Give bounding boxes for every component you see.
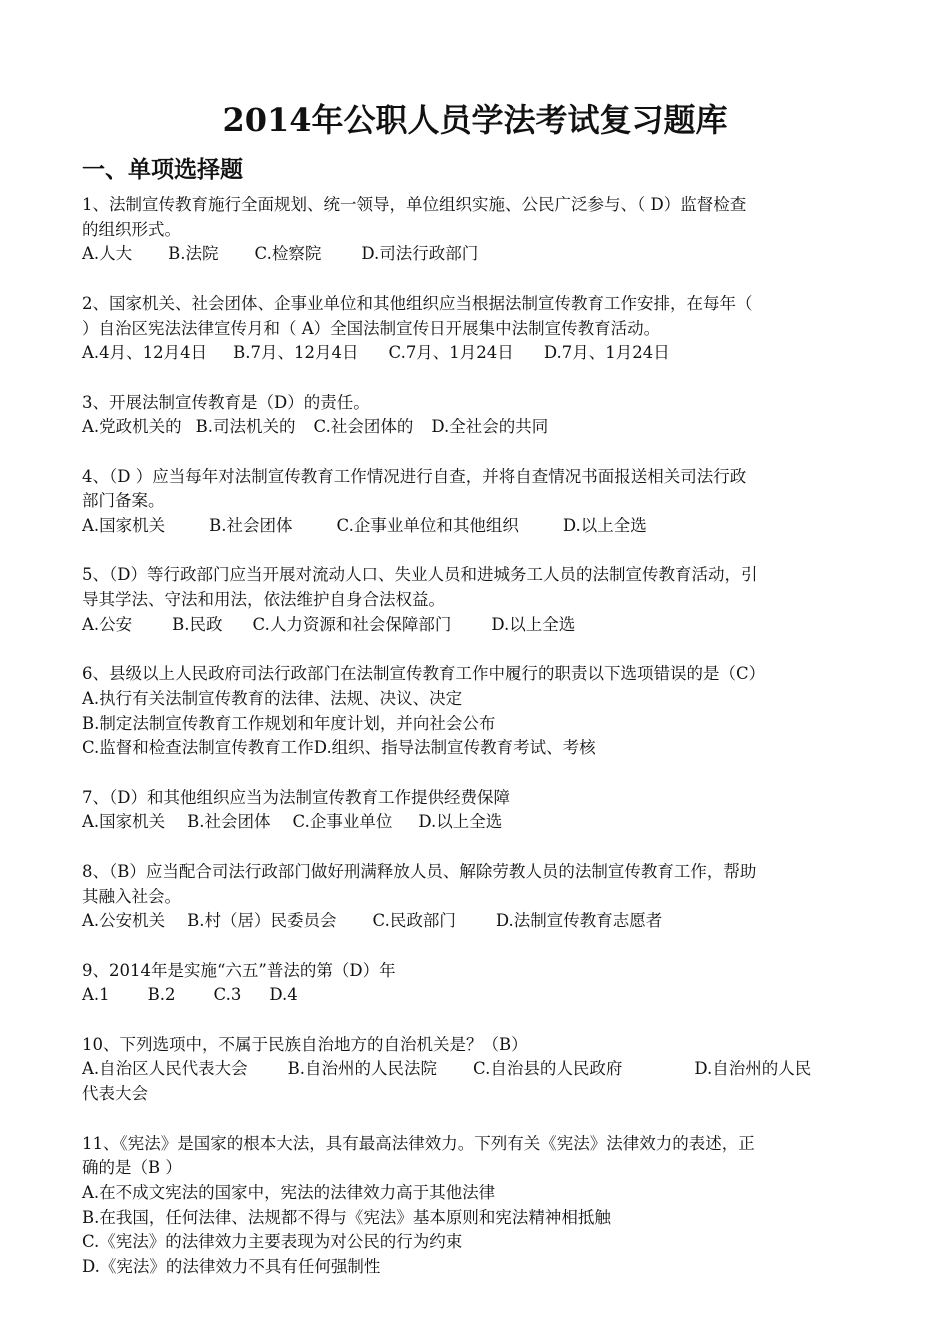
question-3 [82,391,872,440]
option-d: D.7月、1月24日 [543,343,670,363]
option-c: C.社会团体的 [313,417,414,437]
question-stem-line: 10、下列选项中，不属于民族自治地方的自治机关是？（B） [82,1034,528,1054]
option-c: C.企事业单位 [292,812,393,832]
option-row [82,613,872,638]
option-c: C.人力资源和社会保障部门 [252,614,452,634]
question-9 [82,959,872,1008]
option-row [82,415,872,440]
option-row [82,909,872,934]
option-a: A.国家机关 [82,812,166,832]
question-2 [82,292,872,366]
option-a: A.1 [82,985,110,1005]
option-a: A.党政机关的 [82,417,182,437]
option-c: C.监督和检查法制宣传教育工作 [82,738,314,758]
option-d: D.法制宣传教育志愿者 [495,911,663,931]
option-row [82,1057,872,1082]
option-row [82,341,872,366]
option-row [82,810,872,835]
option-c: C.3 [213,985,242,1005]
option-a: A.在不成文宪法的国家中，宪法的法律效力高于其他法律 [82,1182,496,1202]
option-row [82,242,872,267]
question-4 [82,465,872,539]
option-a: A.公安 [82,614,133,634]
option-a: A.人大 [82,244,133,264]
option-c: C.企事业单位和其他组织 [336,516,519,536]
option-row [82,736,872,761]
question-stem-line: 5、（D）等行政部门应当开展对流动人口、失业人员和进城务工人员的法制宣传教育活动，引 [82,565,758,585]
question-stem-line: 9、2014年是实施“六五”普法的第（D）年 [82,960,396,980]
option-row [82,687,872,712]
option-b: B.民政 [172,614,223,634]
option-row [82,1230,872,1255]
option-b: B.自治州的人民法院 [287,1059,438,1079]
question-stem-line: 1、法制宣传教育施行全面规划、统一领导，单位组织实施、公民广泛参与、（ D）监督检查 [82,195,747,214]
question-stem-line: 导其学法、守法和用法，依法维护自身合法权益。 [82,590,445,610]
option-c: C.民政部门 [372,911,456,931]
option-d: D.《宪法》的法律效力不具有任何强制性 [82,1257,381,1277]
question-7 [82,786,872,835]
option-b: B.社会团体 [209,516,293,536]
question-stem-line: 的组织形式。 [82,219,181,239]
option-d: 代表大会 [82,1084,148,1104]
question-stem-line: 部门备案。 [82,491,165,511]
option-row [82,514,872,539]
option-b: B.在我国，任何法律、法规都不得与《宪法》基本原则和宪法精神相抵触 [82,1207,611,1227]
question-stem-line: 11、《宪法》是国家的根本大法，具有最高法律效力。下列有关《宪法》法律效力的表述，正 [82,1133,755,1153]
question-stem-line: 7、（D）和其他组织应当为法制宣传教育工作提供经费保障 [82,787,510,807]
question-stem-line: 其融入社会。 [82,886,181,906]
option-c: C.7月、1月24日 [388,343,514,363]
option-d: D.4 [269,985,298,1005]
option-row [82,1181,872,1206]
question-11 [82,1132,872,1280]
question-stem-line: 2、国家机关、社会团体、企事业单位和其他组织应当根据法制宣传教育工作安排，在每年（ [82,293,753,313]
option-d: D.全社会的共同 [431,417,549,437]
question-stem-line: ）自治区宪法法律宣传月和（ A）全国法制宣传日开展集中法制宣传教育活动。 [82,318,661,338]
question-stem-line: 8、（B）应当配合司法行政部门做好刑满释放人员、解除劳教人员的法制宣传教育工作，帮助 [82,861,757,881]
question-8 [82,860,872,934]
option-row [82,1082,872,1107]
option-a: A.4月、12月4日 [82,343,208,363]
option-a: A.国家机关 [82,516,166,536]
option-row [82,1255,872,1280]
section-heading: 一、单项选择题 [82,156,243,183]
question-stem-line: 确的是（B ） [82,1158,182,1178]
question-10 [82,1033,872,1107]
question-stem-line: 6、县级以上人民政府司法行政部门在法制宣传教育工作中履行的职责以下选项错误的是（C） [82,664,766,684]
question-stem-line: 4、（D ）应当每年对法制宣传教育工作情况进行自查，并将自查情况书面报送相关司法行政 [82,466,747,486]
option-d: D.以上全选 [562,516,647,536]
option-a: A.公安机关 [82,911,166,931]
option-b: B.村（居）民委员会 [187,911,337,931]
option-b: B.7月、12月4日 [233,343,359,363]
option-row [82,712,872,737]
question-list [82,193,872,1304]
option-b: B.法院 [168,244,219,264]
option-d: D.以上全选 [491,614,576,634]
option-b: B.2 [147,985,176,1005]
question-5 [82,563,872,637]
question-stem-line: 3、开展法制宣传教育是（D）的责任。 [82,392,370,412]
option-d: D.以上全选 [418,812,503,832]
question-1 [82,193,872,267]
option-d: D.自治州的人民 [694,1059,812,1079]
option-a: A.执行有关法制宣传教育的法律、法规、决议、决定 [82,688,463,708]
option-b: B.制定法制宣传教育工作规划和年度计划，并向社会公布 [82,713,496,733]
option-row [82,1206,872,1231]
option-b: B.司法机关的 [195,417,296,437]
option-d: D.组织、指导法制宣传教育考试、考核 [313,738,596,758]
option-row [82,983,872,1008]
option-a: A.自治区人民代表大会 [82,1059,248,1079]
option-c: C.自治县的人民政府 [473,1059,623,1079]
document-title: 2014年公职人员学法考试复习题库 [222,101,728,139]
option-c: C.检察院 [254,244,322,264]
option-c: C.《宪法》的法律效力主要表现为对公民的行为约束 [82,1232,463,1252]
question-6 [82,662,872,761]
option-b: B.社会团体 [187,812,271,832]
option-d: D.司法行政部门 [361,244,479,264]
